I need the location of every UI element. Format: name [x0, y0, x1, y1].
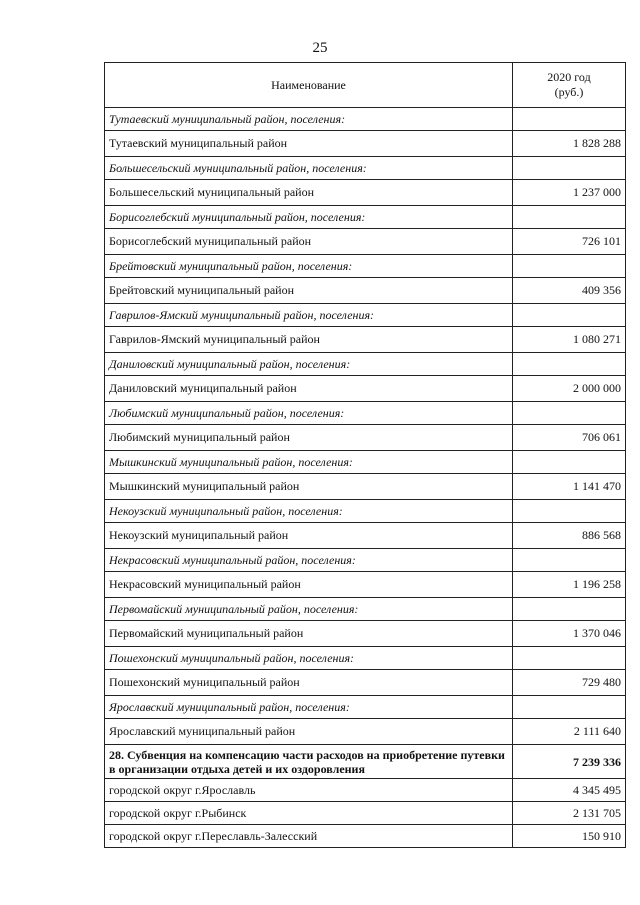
- district-name: Большесельский муниципальный район: [105, 180, 513, 206]
- subvention-amount: 7 239 336: [513, 745, 626, 779]
- header-year-label: 2020 год: [547, 70, 591, 84]
- city-amount: 150 910: [513, 825, 626, 848]
- table-row-city: [105, 802, 626, 825]
- section-label: Пошехонский муниципальный район, поселения:: [105, 647, 513, 670]
- district-amount: 726 101: [513, 229, 626, 255]
- section-label: Ярославский муниципальный район, поселения:: [105, 696, 513, 719]
- table-row-district: [105, 278, 626, 304]
- city-name: городской округ г.Переславль-Залесский: [105, 825, 513, 848]
- section-label: Брейтовский муниципальный район, поселения:: [105, 255, 513, 278]
- section-label: Тутаевский муниципальный район, поселения:: [105, 108, 513, 131]
- district-name: Ярославский муниципальный район: [105, 719, 513, 745]
- district-name: Первомайский муниципальный район: [105, 621, 513, 647]
- section-label: Первомайский муниципальный район, поселения:: [105, 598, 513, 621]
- table-row-district: [105, 621, 626, 647]
- table-row-section: [105, 500, 626, 523]
- city-amount: 4 345 495: [513, 779, 626, 802]
- table-row-subvention: [105, 745, 626, 779]
- table-row-district: [105, 180, 626, 206]
- section-label: Гаврилов-Ямский муниципальный район, поселения:: [105, 304, 513, 327]
- table-row-district: [105, 572, 626, 598]
- table-row-section: [105, 108, 626, 131]
- table-row-section: [105, 549, 626, 572]
- table-row-district: [105, 376, 626, 402]
- table-row-section: [105, 255, 626, 278]
- table-row-district: [105, 229, 626, 255]
- district-amount: 2 000 000: [513, 376, 626, 402]
- city-name: городской округ г.Рыбинск: [105, 802, 513, 825]
- district-amount: 1 370 046: [513, 621, 626, 647]
- table-row-district: [105, 131, 626, 157]
- table-row-section: [105, 157, 626, 180]
- table-row-section: [105, 206, 626, 229]
- district-amount: 706 061: [513, 425, 626, 451]
- table-row-section: [105, 647, 626, 670]
- header-year-unit: (руб.): [554, 85, 584, 99]
- district-amount: 1 080 271: [513, 327, 626, 353]
- budget-table: [104, 62, 626, 848]
- district-name: Борисоглебский муниципальный район: [105, 229, 513, 255]
- district-name: Мышкинский муниципальный район: [105, 474, 513, 500]
- section-label: Любимский муниципальный район, поселения:: [105, 402, 513, 425]
- district-name: Гаврилов-Ямский муниципальный район: [105, 327, 513, 353]
- district-name: Некоузский муниципальный район: [105, 523, 513, 549]
- district-amount: 2 111 640: [513, 719, 626, 745]
- section-label: Борисоглебский муниципальный район, поселения:: [105, 206, 513, 229]
- table-row-city: [105, 825, 626, 848]
- table-row-section: [105, 304, 626, 327]
- district-amount: 886 568: [513, 523, 626, 549]
- table-row-district: [105, 327, 626, 353]
- header-year: [513, 63, 626, 108]
- table-row-district: [105, 719, 626, 745]
- table-body: [105, 108, 626, 848]
- section-label: Некрасовский муниципальный район, поселения:: [105, 549, 513, 572]
- district-name: Любимский муниципальный район: [105, 425, 513, 451]
- page-number: 25: [312, 40, 328, 56]
- table-row-section: [105, 598, 626, 621]
- table-row-district: [105, 474, 626, 500]
- table-row-district: [105, 670, 626, 696]
- table-header-row: [105, 63, 626, 108]
- section-label: Даниловский муниципальный район, поселения:: [105, 353, 513, 376]
- table-row-section: [105, 451, 626, 474]
- district-amount: 1 196 258: [513, 572, 626, 598]
- table-row-city: [105, 779, 626, 802]
- section-label: Большесельский муниципальный район, поселения:: [105, 157, 513, 180]
- city-name: городской округ г.Ярославль: [105, 779, 513, 802]
- district-name: Даниловский муниципальный район: [105, 376, 513, 402]
- district-amount: 1 141 470: [513, 474, 626, 500]
- header-name: Наименование: [105, 63, 513, 108]
- district-amount: 1 828 288: [513, 131, 626, 157]
- district-name: Некрасовский муниципальный район: [105, 572, 513, 598]
- district-name: Брейтовский муниципальный район: [105, 278, 513, 304]
- table-row-section: [105, 353, 626, 376]
- table-row-district: [105, 523, 626, 549]
- city-amount: 2 131 705: [513, 802, 626, 825]
- district-name: Тутаевский муниципальный район: [105, 131, 513, 157]
- district-amount: 409 356: [513, 278, 626, 304]
- district-amount: 1 237 000: [513, 180, 626, 206]
- district-amount: 729 480: [513, 670, 626, 696]
- subvention-name: 28. Субвенция на компенсацию части расходов на приобретение путевки в организации отдыха детей и их оздоровления: [105, 745, 513, 779]
- table-row-section: [105, 402, 626, 425]
- section-label: Мышкинский муниципальный район, поселения:: [105, 451, 513, 474]
- district-name: Пошехонский муниципальный район: [105, 670, 513, 696]
- table-row-district: [105, 425, 626, 451]
- section-label: Некоузский муниципальный район, поселения:: [105, 500, 513, 523]
- table-row-section: [105, 696, 626, 719]
